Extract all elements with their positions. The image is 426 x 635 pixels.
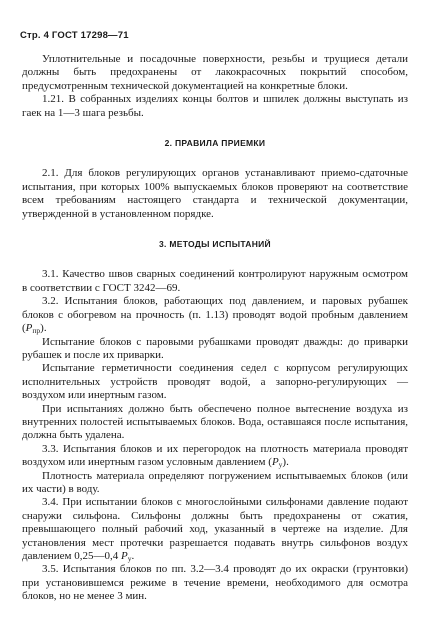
paragraph-3-2 <box>22 295 408 335</box>
paragraph-3-5: 3.5. Испытания блоков по пп. 3.2—3.4 проводят до их окраски (грунтовки) при установившемся режиме в течение времени, необходимого для осмотра блоков, но не менее 3 мин. <box>22 563 408 603</box>
paragraph-water: При испытаниях должно быть обеспечено полное вытеснение воздуха из внутренних полостей испытываемых блоков. Вода, оставшаяся после испытания, должна быть удалена. <box>22 402 408 442</box>
paragraph-3-1: 3.1. Качество швов сварных соединений контролируют наружным осмотром в соответствии с ГОСТ 3242—69. <box>22 268 408 294</box>
paragraph-tightness: Испытание герметичности соединения седел с корпусом регулирующих исполнительных устройств проводят водой, а запорно-регулирующих — воздухом или инертным газом. <box>22 362 408 402</box>
paragraph-3-2-end: ). <box>40 322 47 335</box>
paragraph-3-4-text: 3.4. При испытании блоков с многослойными сильфонами давление подают снаружи сильфона. Сильфоны должны быть предохранены от сжатия, превышающего полный рабочий ход, указанный в чертеже на изделие. Для установления мест протечки разрешается подавать внутрь сильфонов воздух давлением 0,25—0,4 <box>22 496 408 562</box>
paragraph-3-4 <box>22 496 408 563</box>
paragraph-2-1: 2.1. Для блоков регулирующих органов устанавливают приемо-сдаточные испытания, при которых 100% выпускаемых блоков проверяют на соответствие всем требованиям настоящего стандарта и технической документации, утвержденной в установленном порядке. <box>22 167 408 220</box>
pressure-subscript: пр <box>32 326 41 336</box>
paragraph-3-4-end: . <box>131 550 135 562</box>
document-body <box>22 53 408 604</box>
paragraph-1-21: 1.21. В собранных изделиях концы болтов и шпилек должны выступать из гаек на 1—3 шага резьбы. <box>22 93 408 119</box>
paragraph-3-3-end: ). <box>282 456 289 469</box>
pressure-subscript: у <box>127 554 132 563</box>
section-title-test-methods: 3. МЕТОДЫ ИСПЫТАНИЙ <box>159 239 271 250</box>
paragraph-jackets: Испытание блоков с паровыми рубашками проводят дважды: до приварки рубашек и после их приварки. <box>22 335 408 361</box>
pressure-symbol: P <box>121 550 128 562</box>
section-title-acceptance: 2. ПРАВИЛА ПРИЕМКИ <box>164 138 266 149</box>
pressure-symbol: P <box>25 322 33 335</box>
paragraph-3-3 <box>22 443 408 470</box>
paragraph-3-2-text: 3.2. Испытания блоков, работающих под давлением, и паровых рубашек блоков с обогревом на прочность (п. 1.13) проводят водой пробным давлением ( <box>22 295 408 335</box>
paragraph-sealing-surfaces: Уплотнительные и посадочные поверхности, резьбы и трущиеся детали должны быть предохранены от лакокрасочных покрытий способом, предусмотренным технической документацией на конкретные блоки. <box>22 53 408 92</box>
pressure-subscript: у <box>278 460 283 470</box>
paragraph-density: Плотность материала определяют погружением испытываемых блоков (или их части) в воду. <box>22 469 408 495</box>
pressure-symbol: P <box>271 456 279 469</box>
paragraph-3-3-text: 3.3. Испытания блоков и их перегородок на плотность материала проводят воздухом или инертным газом условным давлением ( <box>22 442 408 469</box>
running-header: Стр. 4 ГОСТ 17298—71 <box>20 30 129 41</box>
